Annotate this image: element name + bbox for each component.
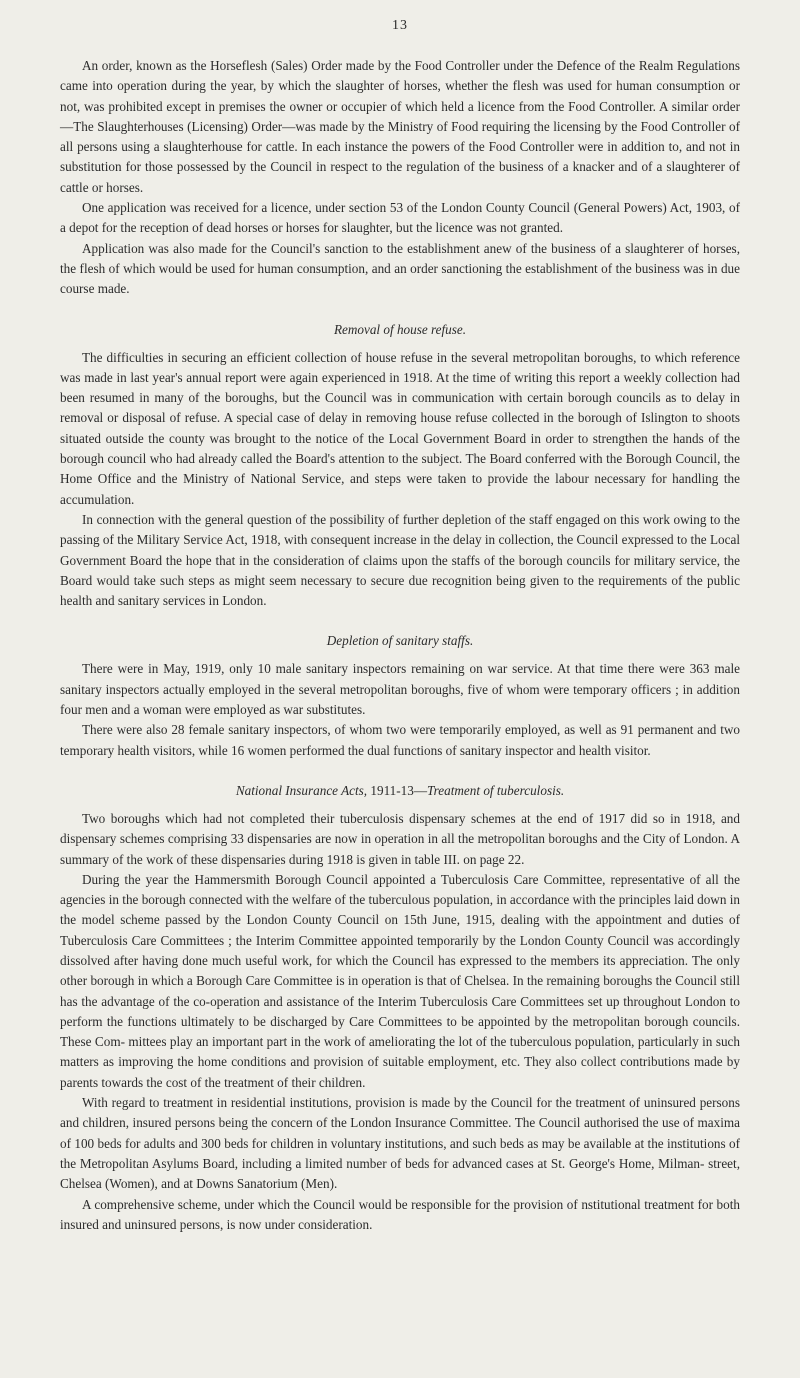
heading-years: 1911-13— <box>367 782 428 798</box>
insurance-section <box>60 783 740 1235</box>
paragraph: During the year the Hammersmith Borough Council appointed a Tuberculosis Care Committee, representative of all the agencies in the borough connected with the welfare of the tuberculous population, in accordance with the principles laid down in the model scheme passed by the London County Council on 15th June, 1915, dealing with the appointment and duties of Tuberculosis Care Committees ; the Interim Committee appointed temporarily by the London County Council was accordingly dissolved after having done much useful work, for which the Council has expressed to the members its appreciation. The only other borough in which a Borough Care Committee is in operation is that of Chelsea. In the remaining boroughs the Council still has the advantage of the co-operation and assistance of the Interim Tuberculosis Care Committees set up throughout London to perform the functions ultimately to be discharged by Care Committees to be appointed by the metropolitan borough councils. These Com- mittees play an important part in the work of ameliorating the lot of the tuberculous population, particularly in such matters as improving the home conditions and provision of suitable employment, etc. They also collect contributions made by parents towards the cost of the treatment of their children. <box>60 871 740 1090</box>
paragraph: A comprehensive scheme, under which the Council would be responsible for the provision of nstitutional treatment for both insured and uninsured persons, is now under consideration. <box>60 1196 740 1232</box>
heading-subject: Treatment of tuberculosis. <box>427 782 565 798</box>
heading-act-name: National Insurance Acts, <box>235 782 368 798</box>
removal-section <box>60 322 740 612</box>
paragraph: There were also 28 female sanitary inspectors, of whom two were temporarily employed, as well as 91 permanent and two temporary health visitors, while 16 women performed the dual functions of sanitary inspector and health visitor. <box>60 722 740 758</box>
paragraph: An order, known as the Horseflesh (Sales) Order made by the Food Controller under the Defence of the Realm Regulations came into operation during the year, by which the slaughter of horses, whether the flesh was used for human consumption or not, was prohibited except in premises the owner or occupier of which held a licence from the Food Controller. A similar order—The Slaughterhouses (Licensing) Order—was made by the Ministry of Food requiring the licensing by the Food Controller of all persons using a slaughterhouse for cattle. In each instance the powers of the Food Controller were in addition to, and not in substitution for those possessed by the Council in respect to the regulation of the business of a knacker and of a slaughterer of cattle or horses. <box>60 58 740 195</box>
intro-section <box>60 56 740 300</box>
depletion-section <box>60 633 740 760</box>
section-heading: Depletion of sanitary staffs. <box>326 633 474 649</box>
paragraph: In connection with the general question of the possibility of further depletion of the staff engaged on this work owing to the passing of the Military Service Act, 1918, with consequent increase in the delay in collection, the Council expressed to the Local Government Board the hope that in the consideration of claims upon the staffs of the borough councils for military service, the Board would take such steps as might seem necessary to secure due recognition being given to the requirements of the public health and sanitary services in London. <box>60 511 740 609</box>
section-heading <box>60 783 740 799</box>
paragraph: Application was also made for the Council's sanction to the establishment anew of the business of a slaughterer of horses, the flesh of which would be used for human consumption, and an order sanctioning the establishment of the business was in due course made. <box>60 240 740 297</box>
section-heading: Removal of house refuse. <box>333 321 467 337</box>
paragraph: There were in May, 1919, only 10 male sanitary inspectors remaining on war service. At that time there were 363 male sanitary inspectors actually employed in the several metropolitan boroughs, five of whom were temporary officers ; in addition four men and a woman were employed as war substitutes. <box>60 661 740 718</box>
paragraph: Two boroughs which had not completed their tuberculosis dispensary schemes at the end of 1917 did so in 1918, and dispensary schemes comprising 33 dispensaries are now in operation in all the metropolitan boroughs and the City of London. A summary of the work of these dispensaries during 1918 is given in table III. on page 22. <box>60 810 740 867</box>
paragraph: The difficulties in securing an efficient collection of house refuse in the several metropolitan boroughs, to which reference was made in last year's annual report were again experienced in 1918. At the time of writing this report a weekly collection had been resumed in many of the boroughs, but the Council was in communication with certain borough councils as to delay in removal or disposal of refuse. A special case of delay in removing house refuse collected in the borough of Islington to shoots situated outside the county was brought to the notice of the Local Government Board in order to strengthen the hands of the borough council who had already called the Board's attention to the subject. The Board conferred with the Borough Council, the Home Office and the Ministry of National Service, and steps were taken to provide the labour necessary for handling the accumulation. <box>60 349 740 507</box>
paragraph: One application was received for a licence, under section 53 of the London County Council (General Powers) Act, 1903, of a depot for the reception of dead horses or horses for slaughter, but the licence was not granted. <box>60 200 740 236</box>
paragraph: With regard to treatment in residential institutions, provision is made by the Council for the treatment of uninsured persons and children, insured persons being the concern of the London Insurance Committee. The Council authorised the use of maxima of 100 beds for adults and 300 beds for children in voluntary institutions, and such beds as may be available at the institutions of the Metropolitan Asylums Board, including a limited number of beds for advanced cases at St. George's Home, Milman- street, Chelsea (Women), and at Downs Sanatorium (Men). <box>60 1095 740 1192</box>
page-number: 13 <box>392 18 408 33</box>
